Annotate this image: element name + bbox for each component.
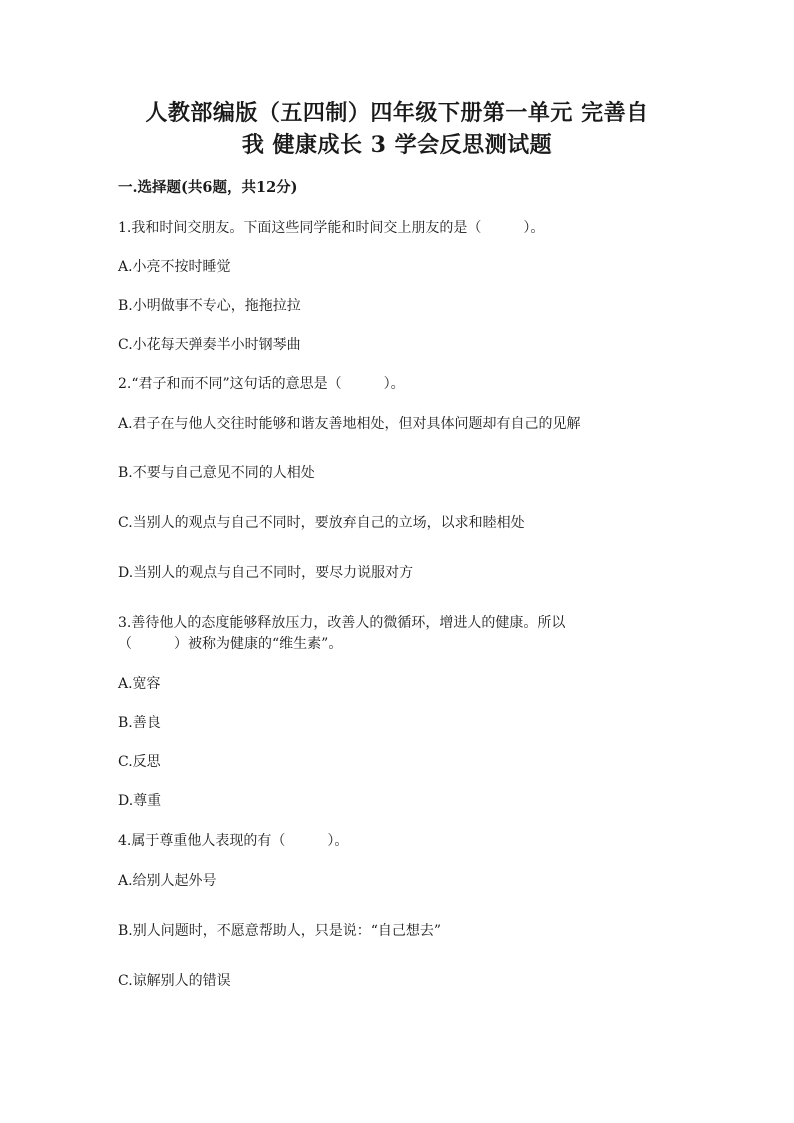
question-3-stem-line-1: 3.善待他人的态度能够释放压力，改善人的微循环，增进人的健康。所以	[118, 615, 566, 631]
document-title-line-2: 我 健康成长 3 学会反思测试题	[241, 132, 553, 158]
question-3-option-c: C.反思	[118, 754, 161, 770]
question-4-option-a: A.给别人起外号	[118, 873, 217, 889]
question-2-option-a: A.君子在与他人交往时能够和谐友善地相处，但对具体问题却有自己的见解	[118, 416, 581, 432]
question-2-option-c: C.当别人的观点与自己不同时，要放弃自己的立场，以求和睦相处	[118, 515, 525, 531]
question-2-stem: 2.“君子和而不同”这句话的意思是（ ）。	[118, 376, 405, 392]
question-1-stem: 1.我和时间交朋友。下面这些同学能和时间交上朋友的是（ ）。	[118, 220, 545, 236]
question-4-stem: 4.属于尊重他人表现的有（ ）。	[118, 833, 349, 849]
question-1-option-b: B.小明做事不专心，拖拖拉拉	[118, 298, 301, 314]
question-3-option-d: D.尊重	[118, 793, 162, 809]
question-1-option-c: C.小花每天弹奏半小时钢琴曲	[118, 337, 301, 353]
question-1-option-a: A.小亮不按时睡觉	[118, 259, 231, 275]
question-3-option-b: B.善良	[118, 715, 161, 731]
question-3-stem-line-2: （ ）被称为健康的“维生素”。	[118, 636, 343, 652]
question-4-option-c: C.谅解别人的错误	[118, 973, 231, 989]
document-title-line-1: 人教部编版（五四制）四年级下册第一单元 完善自	[145, 100, 649, 126]
question-2-option-d: D.当别人的观点与自己不同时，要尽力说服对方	[118, 565, 414, 581]
question-4-option-b: B.别人问题时，不愿意帮助人，只是说：“自己想去”	[118, 923, 442, 939]
question-3-option-a: A.宽容	[118, 676, 161, 692]
question-2-option-b: B.不要与自己意见不同的人相处	[118, 465, 315, 481]
section-heading: 一.选择题(共6题，共12分)	[118, 179, 298, 196]
